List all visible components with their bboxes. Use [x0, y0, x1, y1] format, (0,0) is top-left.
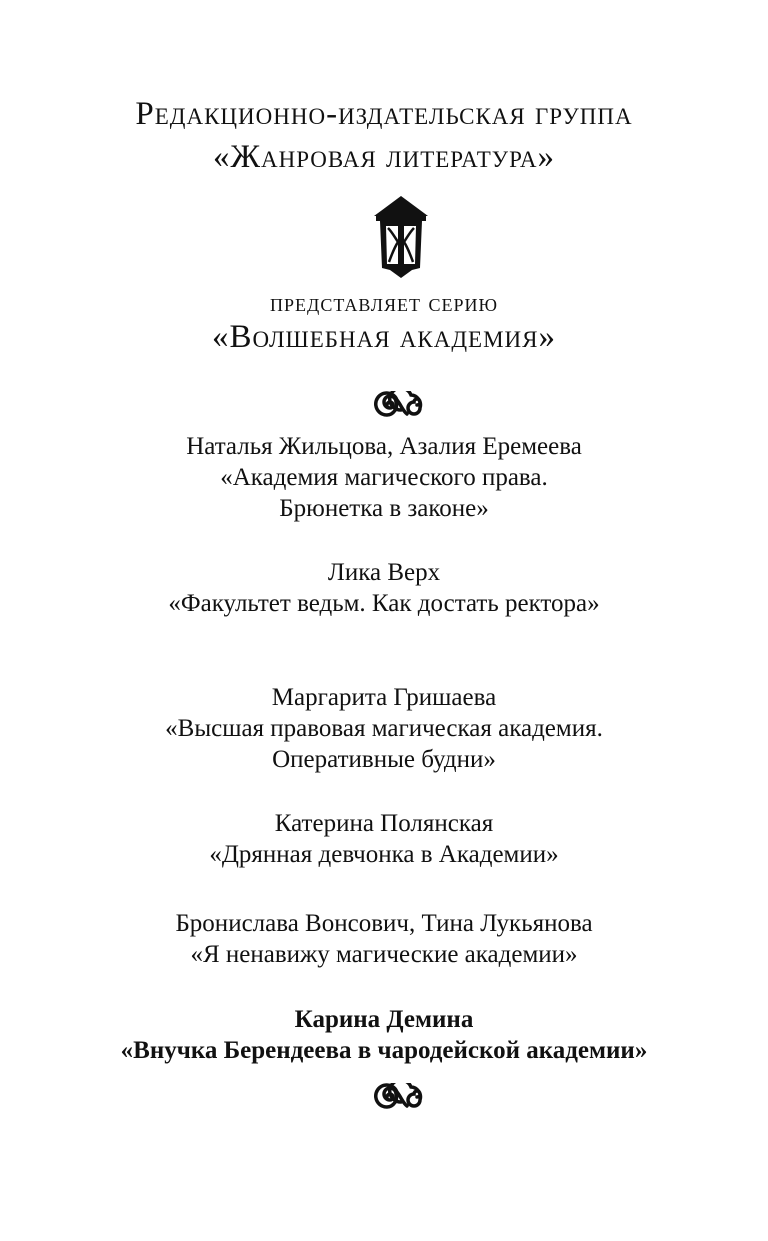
series-intro: представляет серию — [270, 288, 498, 317]
book-6-title-line1: «Внучка Берендеева в чародейской академии» — [120, 1037, 648, 1064]
book-4-title-line1: «Дрянная девчонка в Академии» — [209, 841, 559, 868]
book-1-title-line1: «Академия магического права. — [220, 464, 548, 491]
double-spiral-ornament-icon — [370, 1083, 434, 1111]
book-1-author: Наталья Жильцова, Азалия Еремеева — [186, 433, 582, 460]
publisher-name-line2: «Жанровая литература» — [212, 139, 556, 175]
book-5-title-line1: «Я ненавижу магические академии» — [190, 941, 578, 968]
series-title: «Волшебная академия» — [211, 319, 557, 355]
book-5-author: Бронислава Вонсович, Тина Лукьянова — [175, 910, 593, 937]
book-2-title-line1: «Факультет ведьм. Как достать ректора» — [168, 590, 600, 617]
double-spiral-ornament-icon — [370, 391, 434, 419]
book-1-title-line2: Брюнетка в законе» — [279, 495, 489, 522]
publisher-name-line1: Редакционно-издательская группа — [135, 96, 633, 132]
book-2-author: Лика Верх — [327, 559, 441, 586]
book-4-author: Катерина Полянская — [274, 810, 494, 837]
book-3-title-line1: «Высшая правовая магическая академия. — [165, 715, 603, 742]
book-3-author: Маргарита Гришаева — [271, 684, 497, 711]
book-6-author: Карина Демина — [294, 1006, 474, 1033]
lantern-icon — [372, 194, 430, 280]
book-3-title-line2: Оперативные будни» — [272, 746, 496, 773]
